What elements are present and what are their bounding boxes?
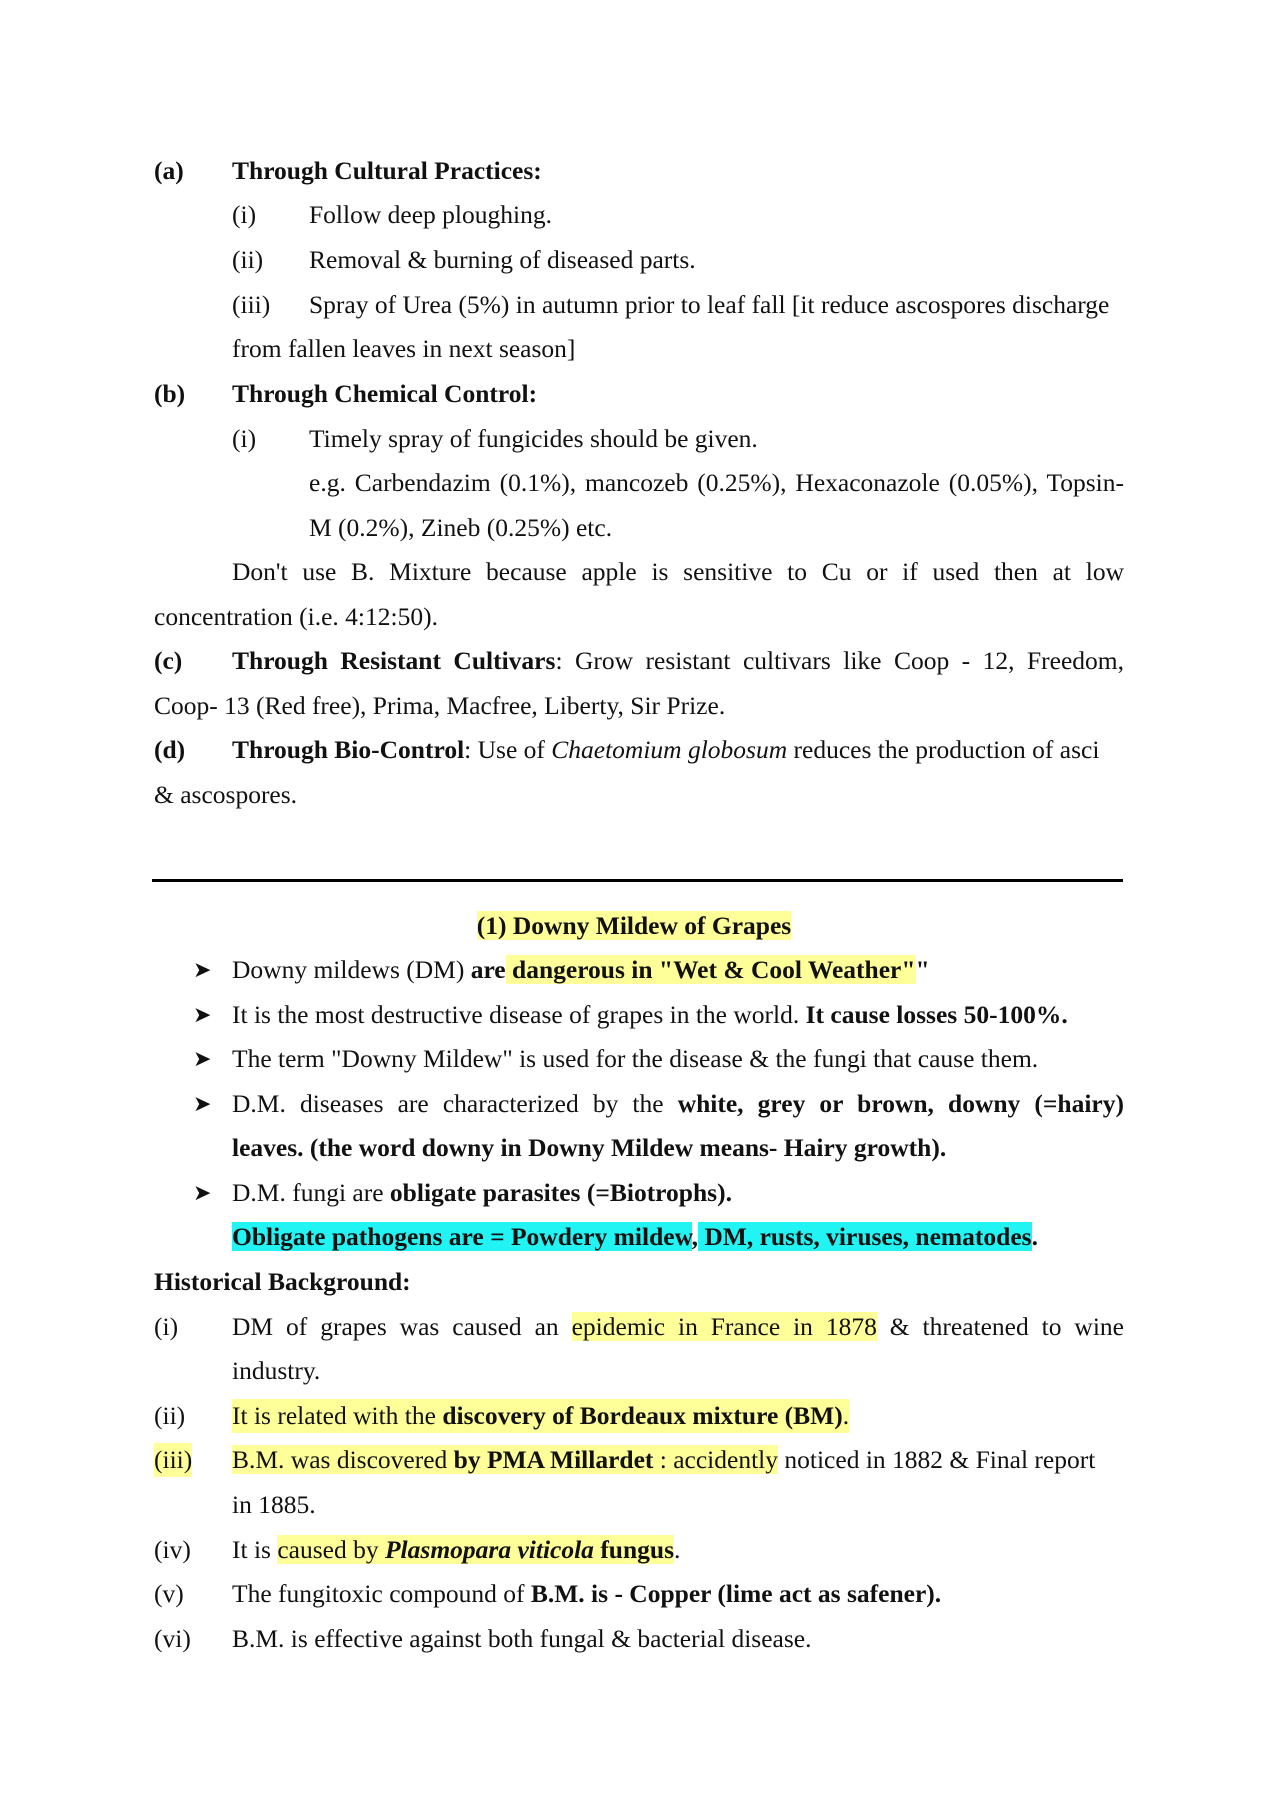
highlight: [232, 1445, 778, 1474]
list-item: [232, 288, 1124, 322]
bullet-item: [232, 1176, 732, 1210]
text-bold: B.M. is - Copper (lime act as safener).: [530, 1579, 942, 1608]
history-item-cont: industry.: [232, 1356, 321, 1385]
item-text: [232, 1399, 849, 1433]
list-item: [232, 243, 1124, 277]
bullet-bold: white, grey or brown, downy (=hairy): [677, 1089, 1124, 1118]
bullet-bold-cont: leaves. (the word downy in Downy Mildew means- Hairy growth).: [232, 1133, 947, 1162]
list-item: [232, 198, 1124, 232]
obligate-highlight-a: Obligate pathogens are = Powdery mildew: [232, 1222, 692, 1251]
section-c-line-1: [154, 644, 1124, 678]
section-b-label: (b): [154, 379, 186, 408]
bullet-item: The term "Downy Mildew" is used for the disease & the fungi that cause them.: [232, 1044, 1039, 1073]
bullet-text: Downy mildews (DM): [232, 955, 471, 984]
text-pre: It is: [232, 1535, 278, 1564]
bullet-highlight: dangerous in "Wet & Cool Weather": [505, 955, 916, 984]
bullet-item: [232, 998, 1068, 1032]
obligate-sep: ,: [691, 1222, 698, 1251]
section-c-line-2: Coop- 13 (Red free), Prima, Macfree, Liberty, Sir Prize.: [154, 691, 726, 720]
section-title: [0, 909, 1272, 943]
section-b-heading-line: [154, 377, 1124, 411]
text-post: noticed in 1882 & Final report: [778, 1445, 1096, 1474]
history-item: [154, 1622, 1124, 1656]
list-item: [232, 422, 1124, 456]
section-a-label: (a): [154, 156, 184, 185]
item-number: (ii): [232, 245, 264, 274]
text-pre: It is related with the: [232, 1401, 443, 1430]
text-hl: caused by: [277, 1535, 385, 1564]
example-line-1: e.g. Carbendazim (0.1%), mancozeb (0.25%), Hexaconazole (0.05%), Topsin-: [309, 468, 1124, 497]
item-number: (ii): [154, 1401, 186, 1430]
obligate-highlight-b: DM, rusts, viruses, nematodes: [697, 1222, 1032, 1251]
section-a-heading-line: [154, 154, 1124, 188]
item-number: (iv): [154, 1535, 191, 1564]
item-number: (iii): [232, 290, 271, 319]
bullet-text: It is the most destructive disease of grapes in the world.: [232, 1000, 806, 1029]
section-d-label: (d): [154, 735, 186, 764]
item-text: Timely spray of fungicides should be given.: [309, 424, 758, 453]
history-item: [154, 1310, 1124, 1344]
item-text: [232, 1533, 680, 1567]
text-post: & threatened to wine: [876, 1312, 1124, 1341]
pathogen-name: Plasmopara viticola: [384, 1535, 594, 1564]
item-text: [232, 1443, 1095, 1477]
section-d-heading: Through Bio-Control: [232, 735, 465, 764]
section-d-pre: : Use of: [464, 735, 552, 764]
organism-name: Chaetomium globosum: [551, 735, 788, 764]
item-text: Removal & burning of diseased parts.: [309, 245, 696, 274]
arrowhead-bullet-icon: ➤: [193, 957, 212, 982]
text-hl-end: : accidently: [653, 1445, 779, 1474]
highlight: [277, 1535, 674, 1564]
text-end: .: [842, 1401, 850, 1430]
section-c-heading: Through Resistant Cultivars: [232, 646, 556, 675]
bullet-end: ": [915, 955, 930, 984]
section-d-post: reduces the production of asci: [787, 735, 1100, 764]
bullet-continuation: [232, 1131, 946, 1165]
bullet-item: [232, 953, 930, 987]
history-item: [154, 1577, 1124, 1611]
section-title-text: (1) Downy Mildew of Grapes: [476, 911, 792, 940]
text-bold: by PMA Millardet: [453, 1445, 654, 1474]
text-pre: DM of grapes was caused an: [232, 1312, 572, 1341]
history-item-cont: in 1885.: [232, 1490, 316, 1519]
item-text: Follow deep ploughing.: [309, 200, 552, 229]
note-line-2: concentration (i.e. 4:12:50).: [154, 602, 438, 631]
history-item: [154, 1399, 1124, 1433]
bullet-bold: are: [470, 955, 506, 984]
history-heading: [154, 1265, 411, 1299]
item-number: (i): [232, 424, 257, 453]
text-bold: discovery of Bordeaux mixture (BM): [442, 1401, 843, 1430]
item-text: Spray of Urea (5%) in autumn prior to leaf fall [it reduce ascospores discharge: [309, 290, 1110, 319]
item-text: [232, 1577, 941, 1611]
section-d-line-1: [154, 733, 1124, 767]
text-pre: B.M. was discovered: [232, 1445, 454, 1474]
arrowhead-bullet-icon: ➤: [193, 1046, 212, 1071]
bullet-text: D.M. diseases are characterized by the: [232, 1089, 678, 1118]
bullet-bold: It cause losses 50-100%.: [805, 1000, 1068, 1029]
bullet-bold: obligate parasites (=Biotrophs).: [389, 1178, 732, 1207]
obligate-pathogens-note: [232, 1220, 1038, 1254]
history-item: [154, 1533, 1124, 1567]
item-continuation: from fallen leaves in next season]: [232, 334, 576, 363]
item-number: (i): [154, 1312, 179, 1341]
section-c-desc: : Grow resistant cultivars like Coop - 12, Freedom,: [555, 646, 1124, 675]
text-pre: The fungitoxic compound of: [232, 1579, 531, 1608]
section-c-text: [232, 644, 1124, 678]
history-item: [154, 1443, 1124, 1477]
section-b-heading: Through Chemical Control:: [232, 379, 538, 408]
item-number: (v): [154, 1579, 184, 1608]
text-bold: fungus: [593, 1535, 675, 1564]
bullet-text: D.M. fungi are: [232, 1178, 390, 1207]
arrowhead-bullet-icon: ➤: [193, 1002, 212, 1027]
obligate-end: .: [1031, 1222, 1038, 1251]
section-d-text: [232, 733, 1099, 767]
item-text: B.M. is effective against both fungal & bacterial disease.: [232, 1624, 812, 1653]
item-number: (iii): [154, 1443, 192, 1477]
arrowhead-bullet-icon: ➤: [193, 1091, 212, 1116]
horizontal-divider: [152, 879, 1123, 882]
example-line-2: M (0.2%), Zineb (0.25%) etc.: [309, 513, 613, 542]
bullet-item: [232, 1087, 1124, 1121]
section-c-label: (c): [154, 646, 183, 675]
arrowhead-bullet-icon: ➤: [193, 1180, 212, 1205]
item-number: (vi): [154, 1624, 191, 1653]
history-heading-text: Historical Background:: [154, 1267, 411, 1296]
note-line-1: Don't use B. Mixture because apple is sensitive to Cu or if used then at low: [232, 557, 1124, 586]
section-a-heading: Through Cultural Practices:: [232, 156, 542, 185]
highlight: epidemic in France in 1878: [571, 1312, 877, 1341]
item-text: [232, 1310, 1124, 1344]
section-d-line-2: & ascospores.: [154, 780, 298, 809]
text-end: .: [674, 1535, 681, 1564]
item-number: (i): [232, 200, 257, 229]
